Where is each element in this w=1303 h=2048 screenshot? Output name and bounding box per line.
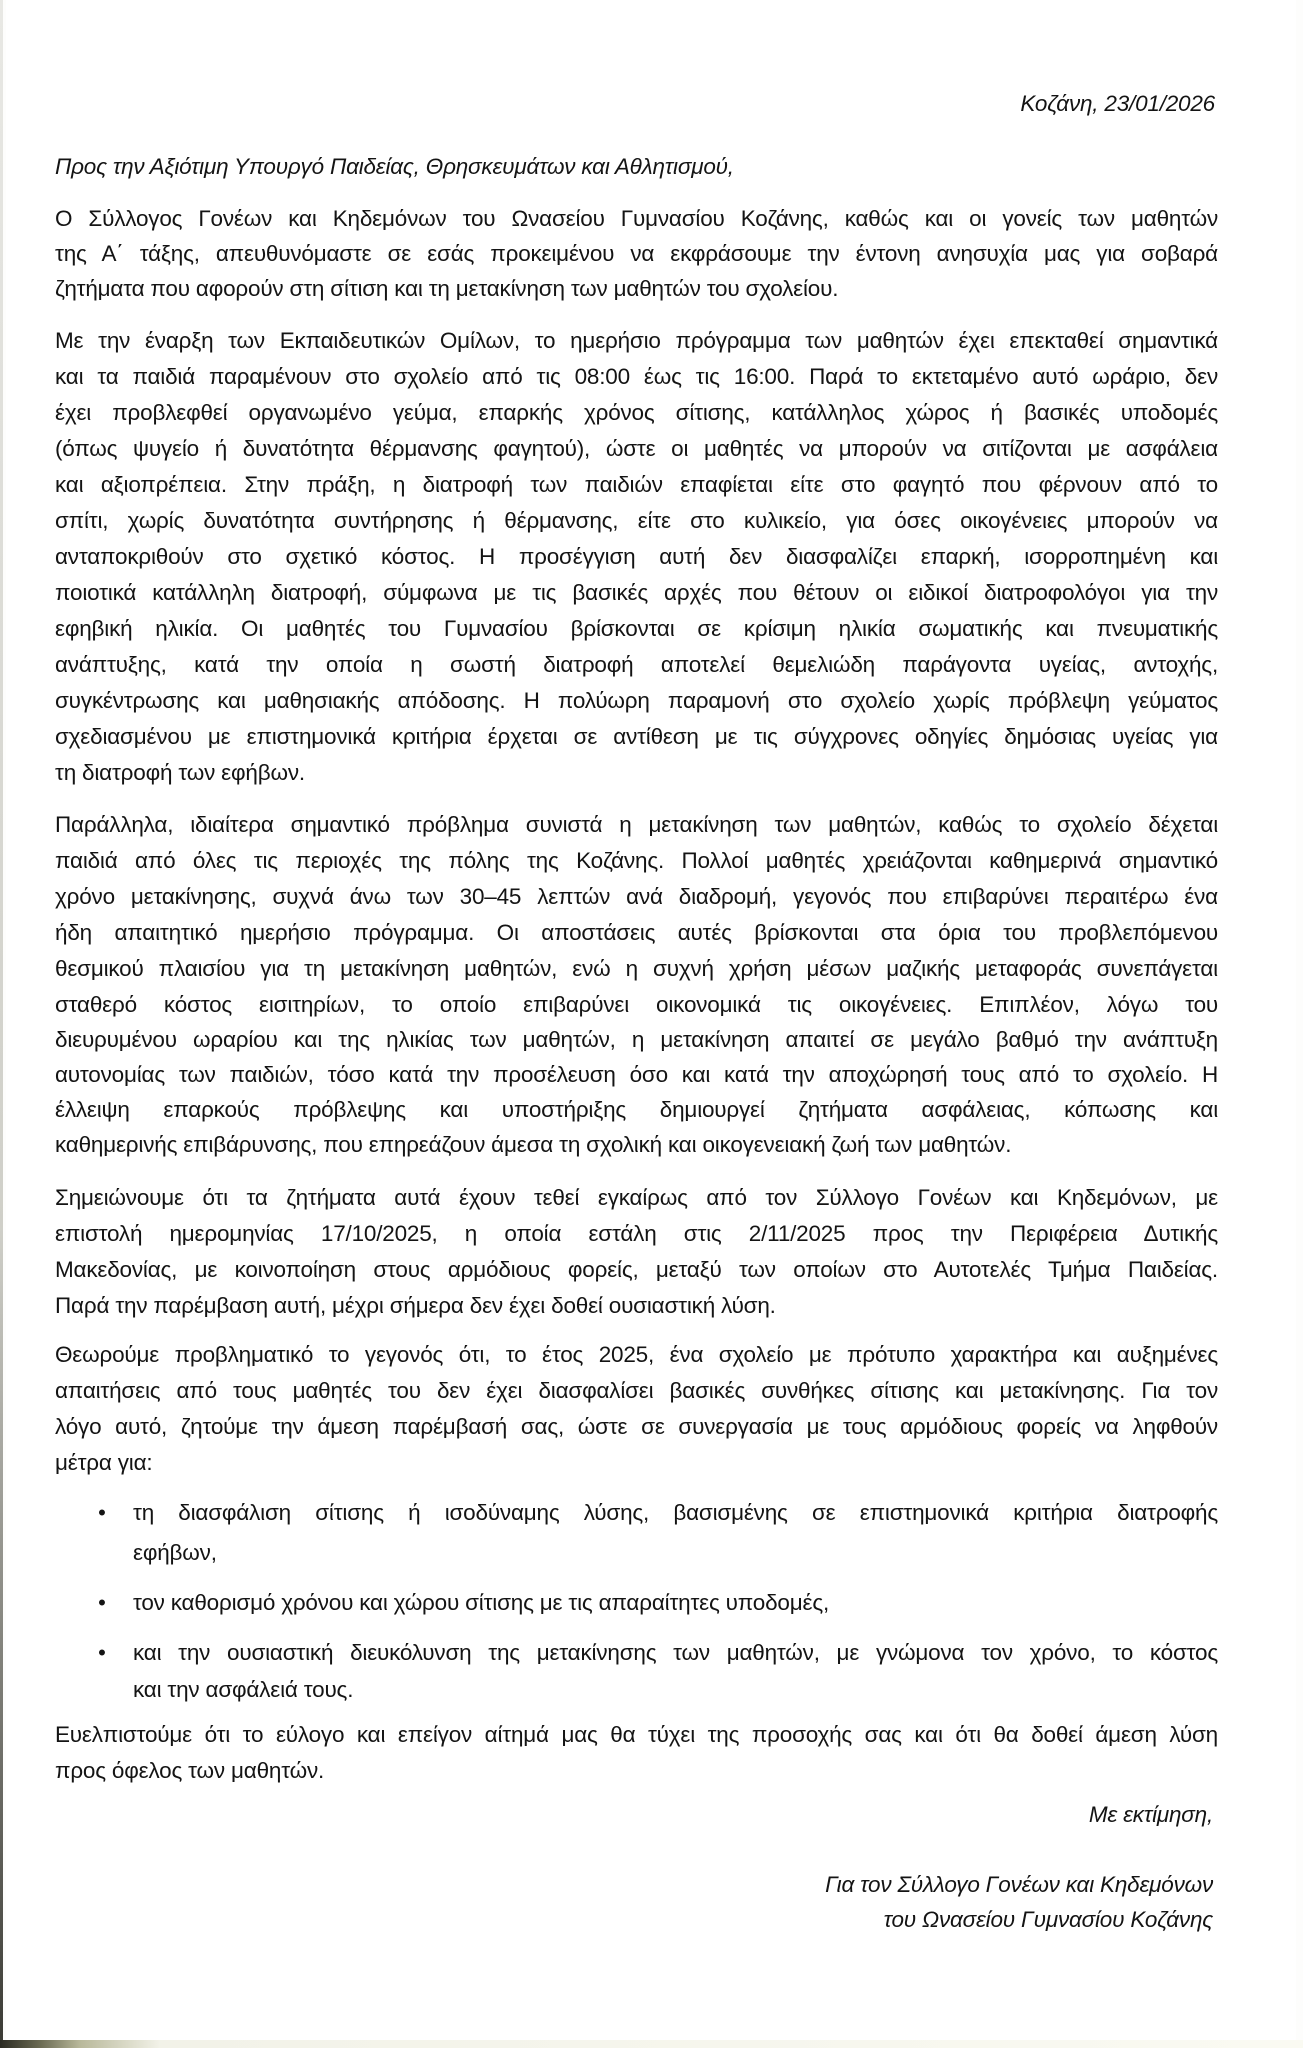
paragraph-line: παιδιά από όλες τις περιοχές της πόλης της Κοζάνης. Πολλοί μαθητές χρειάζονται καθημερινά σημαντικό <box>55 848 1218 873</box>
letter-date: Κοζάνη, 23/01/2026 <box>1020 91 1215 116</box>
paragraph-line: μέτρα για: <box>55 1450 153 1475</box>
paragraph-line: και τα παιδιά παραμένουν στο σχολείο από τις 08:00 έως τις 16:00. Παρά το εκτεταμένο αυτό ωράριο, δεν <box>55 364 1218 389</box>
paragraph-line: σπίτι, χωρίς δυνατότητα συντήρησης ή θέρμανσης, είτε στο κυλικείο, για όσες οικογένειες μπορούν να <box>55 508 1218 533</box>
paragraph-line: έχει προβλεφθεί οργανωμένο γεύμα, επαρκής χρόνος σίτισης, κατάλληλος χώρος ή βασικές υποδομές <box>55 400 1218 425</box>
paragraph-line: ανταποκριθούν στο σχετικό κόστος. Η προσέγγιση αυτή δεν διασφαλίζει επαρκή, ισορροπημένη και <box>55 544 1218 569</box>
paragraph-line: ζητήματα που αφορούν στη σίτιση και τη μετακίνηση των μαθητών του σχολείου. <box>55 276 839 301</box>
paragraph-line: και αξιοπρέπεια. Στην πράξη, η διατροφή των παιδιών επαφίεται είτε στο φαγητό που φέρνουν από το <box>55 472 1218 497</box>
paragraph-line: θεσμικού πλαισίου για τη μετακίνηση μαθητών, ενώ η συχνή χρήση μέσων μαζικής μεταφοράς συνεπάγεται <box>55 956 1218 981</box>
paragraph-line: διευρυμένου ωραρίου και της ηλικίας των μαθητών, η μετακίνηση απαιτεί σε μεγάλο βαθμό την ανάπτυξη <box>55 1027 1218 1052</box>
paragraph-line: Μακεδονίας, με κοινοποίηση στους αρμόδιους φορείς, μεταξύ των οποίων στο Αυτοτελές Τμήμα Παιδείας. <box>55 1257 1218 1282</box>
paragraph-line: σταθερό κόστος εισιτηρίων, το οποίο επιβαρύνει οικονομικά τις οικογένειες. Επιπλέον, λόγω του <box>55 992 1218 1017</box>
paragraph-line: Παρά την παρέμβαση αυτή, μέχρι σήμερα δεν έχει δοθεί ουσιαστική λύση. <box>55 1293 776 1318</box>
list-item-line: τον καθορισμό χρόνου και χώρου σίτισης με τις απαραίτητες υποδομές, <box>133 1590 830 1615</box>
paragraph-line: σχεδιασμένου με επιστημονικά κριτήρια έρχεται σε αντίθεση με τις σύγχρονες οδηγίες δημόσιας υγείας για <box>55 724 1218 749</box>
paragraph-line: ποιοτικά κατάλληλη διατροφή, σύμφωνα με τις βασικές αρχές που θέτουν οι ειδικοί διατροφολόγοι για την <box>55 580 1218 605</box>
paragraph-line: Παράλληλα, ιδιαίτερα σημαντικό πρόβλημα συνιστά η μετακίνηση των μαθητών, καθώς το σχολείο δέχεται <box>55 812 1218 837</box>
list-item-line: και την ουσιαστική διευκόλυνση της μετακίνησης των μαθητών, με γνώμονα τον χρόνο, το κόστος <box>133 1640 1218 1665</box>
paragraph-line: καθημερινής επιβάρυνσης, που επηρεάζουν άμεσα τη σχολική και οικογενειακή ζωή των μαθητών. <box>55 1132 1012 1157</box>
bullet-icon: • <box>98 1500 106 1525</box>
paragraph-line: της Α΄ τάξης, απευθυνόμαστε σε εσάς προκειμένου να εκφράσουμε την έντονη ανησυχία μας για σοβαρά <box>55 241 1218 266</box>
paragraph-line: Ο Σύλλογος Γονέων και Κηδεμόνων του Ωνασείου Γυμνασίου Κοζάνης, καθώς και οι γονείς των μαθητών <box>55 206 1218 231</box>
list-item-line: και την ασφάλειά τους. <box>133 1677 354 1702</box>
paragraph-line: αυτονομίας των παιδιών, τόσο κατά την προσέλευση όσο και κατά την αποχώρησή τους από το σχολείο. Η <box>55 1062 1218 1087</box>
closing-phrase: Με εκτίμηση, <box>1088 1802 1213 1827</box>
paper-left-edge <box>0 0 3 2048</box>
paragraph-line: εφηβική ηλικία. Οι μαθητές του Γυμνασίου βρίσκονται σε κρίσιμη ηλικία σωματικής και πνευματικής <box>55 616 1218 641</box>
list-item-line: εφήβων, <box>133 1540 217 1565</box>
scan-bottom-edge <box>0 2040 1303 2048</box>
bullet-icon: • <box>98 1590 106 1615</box>
paragraph-line: Με την έναρξη των Εκπαιδευτικών Ομίλων, το ημερήσιο πρόγραμμα των μαθητών έχει επεκταθεί σημαντικά <box>55 328 1218 353</box>
signature-line-1: Για τον Σύλλογο Γονέων και Κηδεμόνων <box>825 1872 1213 1897</box>
paragraph-line: ανάπτυξης, κατά την οποία η σωστή διατροφή αποτελεί θεμελιώδη παράγοντα υγείας, αντοχής, <box>55 652 1218 677</box>
bullet-icon: • <box>98 1640 106 1665</box>
salutation: Προς την Αξιότιμη Υπουργό Παιδείας, Θρησκευμάτων και Αθλητισμού, <box>55 154 734 179</box>
paragraph-line: λόγο αυτό, ζητούμε την άμεση παρέμβασή σας, ώστε σε συνεργασία με τους αρμόδιους φορείς να ληφθούν <box>55 1414 1218 1439</box>
list-item-line: τη διασφάλιση σίτισης ή ισοδύναμης λύσης, βασισμένης σε επιστημονικά κριτήρια διατροφής <box>133 1500 1218 1525</box>
paragraph-line: (όπως ψυγείο ή δυνατότητα θέρμανσης φαγητού), ώστε οι μαθητές να μπορούν να σιτίζονται με ασφάλεια <box>55 436 1218 461</box>
paragraph-line: Θεωρούμε προβληματικό το γεγονός ότι, το έτος 2025, ένα σχολείο με πρότυπο χαρακτήρα και αυξημένες <box>55 1342 1218 1367</box>
paragraph-line: Ευελπιστούμε ότι το εύλογο και επείγον αίτημά μας θα τύχει της προσοχής σας και ότι θα δοθεί άμεση λύση <box>55 1722 1218 1747</box>
paragraph-line: προς όφελος των μαθητών. <box>55 1758 325 1783</box>
paragraph-line: συγκέντρωσης και μαθησιακής απόδοσης. Η πολύωρη παραμονή στο σχολείο χωρίς πρόβλεψη γεύματος <box>55 688 1218 713</box>
paragraph-line: Σημειώνουμε ότι τα ζητήματα αυτά έχουν τεθεί εγκαίρως από τον Σύλλογο Γονέων και Κηδεμόνων, με <box>55 1185 1218 1210</box>
paragraph-line: χρόνο μετακίνησης, συχνά άνω των 30–45 λεπτών ανά διαδρομή, γεγονός που επιβαρύνει περαιτέρω ένα <box>55 884 1218 909</box>
paragraph-line: τη διατροφή των εφήβων. <box>55 760 305 785</box>
paragraph-line: επιστολή ημερομηνίας 17/10/2025, η οποία εστάλη στις 2/11/2025 προς την Περιφέρεια Δυτικής <box>55 1221 1218 1246</box>
paragraph-line: έλλειψη επαρκούς πρόβλεψης και υποστήριξης δημιουργεί ζητήματα ασφάλειας, κόπωσης και <box>55 1097 1218 1122</box>
signature-line-2: του Ωνασείου Γυμνασίου Κοζάνης <box>883 1907 1213 1932</box>
paragraph-line: ήδη απαιτητικό ημερήσιο πρόγραμμα. Οι αποστάσεις αυτές βρίσκονται στα όρια του προβλεπόμενου <box>55 920 1218 945</box>
paragraph-line: απαιτήσεις από τους μαθητές του δεν έχει διασφαλίσει βασικές συνθήκες σίτισης και μετακίνησης. Για τον <box>55 1378 1218 1403</box>
